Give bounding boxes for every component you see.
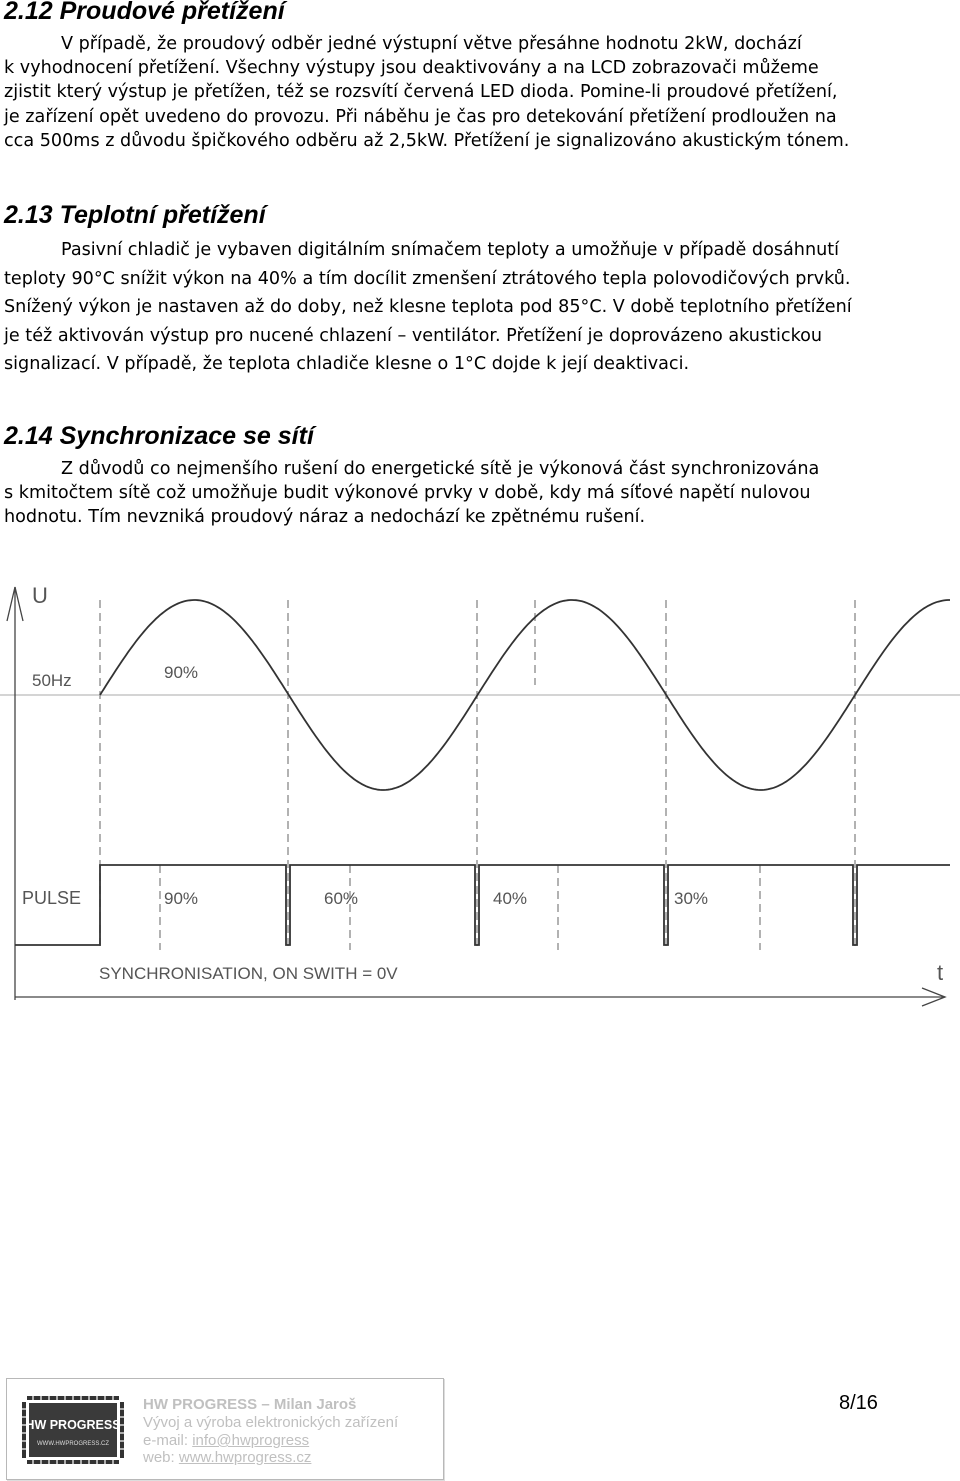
pulse-duty-label: 60%	[324, 889, 359, 908]
company-tagline: Vývoj a výroba elektronických zařízení	[143, 1414, 399, 1431]
text-line: zjistit který výstup je přetížen, též se rozsvítí červená LED dioda. Pomine-li proudové přetížení,	[4, 82, 838, 103]
text-line: teploty 90°C snížit výkon na 40% a tím docílit zmenšení ztrátového tepla polovodičových prvků.	[4, 268, 851, 289]
section-body-2-14	[4, 457, 960, 530]
frequency-label: 50Hz	[32, 671, 72, 690]
company-logo-icon	[21, 1393, 125, 1467]
web-prefix: web:	[143, 1449, 179, 1466]
x-axis-label: t	[937, 960, 944, 985]
email-link[interactable]: info@hwprogress	[192, 1432, 310, 1449]
text-line: Snížený výkon je nastaven až do doby, než klesne teplota pod 85°C. V době teplotního přetížení	[4, 297, 852, 317]
text-line: signalizací. V případě, že teplota chladiče klesne o 1°C dojde k její deaktivaci.	[4, 354, 690, 374]
pulse-duty-label: 90%	[164, 889, 199, 908]
section-body-2-13	[4, 236, 960, 379]
text-line: je zařízení opět uvedeno do provozu. Při náběhu je čas pro detekování přetížení prodloužen na	[4, 106, 837, 127]
logo-text: HW PROGRESS	[25, 1418, 121, 1432]
web-link[interactable]: www.hwprogress.cz	[178, 1449, 312, 1466]
company-name: HW PROGRESS – Milan Jaroš	[143, 1396, 357, 1413]
logo-url: WWW.HWPROGRESS.CZ	[37, 1441, 109, 1447]
pulse-duty-label: 40%	[493, 889, 528, 908]
section-body-2-12	[4, 32, 960, 153]
section-heading-2-14: 2.14 Synchronizace se sítí	[4, 422, 314, 450]
sync-label: SYNCHRONISATION, ON SWITH = 0V	[99, 964, 398, 983]
text-line: Z důvodů co nejmenšího rušení do energetické sítě je výkonová část synchronizována	[61, 459, 820, 479]
y-axis-label: U	[32, 583, 48, 608]
email-line	[143, 1432, 309, 1449]
email-prefix: e-mail:	[143, 1432, 193, 1449]
sync-waveform-diagram	[0, 575, 960, 1015]
text-line: s kmitočtem sítě což umožňuje budit výkonové prvky v době, kdy má síťové napětí nulovou	[4, 483, 811, 504]
text-line: je též aktivován výstup pro nucené chlazení – ventilátor. Přetížení je doprovázeno akustickou	[4, 325, 823, 346]
section-heading-2-12: 2.12 Proudové přetížení	[4, 0, 285, 25]
page-number: 8/16	[839, 1392, 878, 1414]
text-line: hodnotu. Tím nevzniká proudový náraz a nedochází ke zpětnému rušení.	[4, 507, 646, 528]
text-line: k vyhodnocení přetížení. Všechny výstupy jsou deaktivovány a na LCD zobrazovači můžeme	[4, 58, 819, 79]
text-line: cca 500ms z důvodu špičkového odběru až 2,5kW. Přetížení je signalizováno akustickým tónem.	[4, 130, 850, 151]
zero-crossing-gridlines	[100, 600, 855, 950]
footer-card	[6, 1378, 444, 1480]
section-heading-2-13: 2.13 Teplotní přetížení	[4, 201, 266, 229]
web-line	[143, 1449, 311, 1466]
sine-duty-label: 90%	[164, 663, 199, 682]
text-line: V případě, že proudový odběr jedné výstupní větve přesáhne hodnotu 2kW, dochází	[61, 34, 802, 54]
text-line: Pasivní chladič je vybaven digitálním snímačem teploty a umožňuje v případě dosáhnutí	[61, 240, 840, 260]
pulse-train	[15, 865, 950, 945]
pulse-label: PULSE	[22, 888, 82, 908]
pulse-duty-label: 30%	[674, 889, 709, 908]
